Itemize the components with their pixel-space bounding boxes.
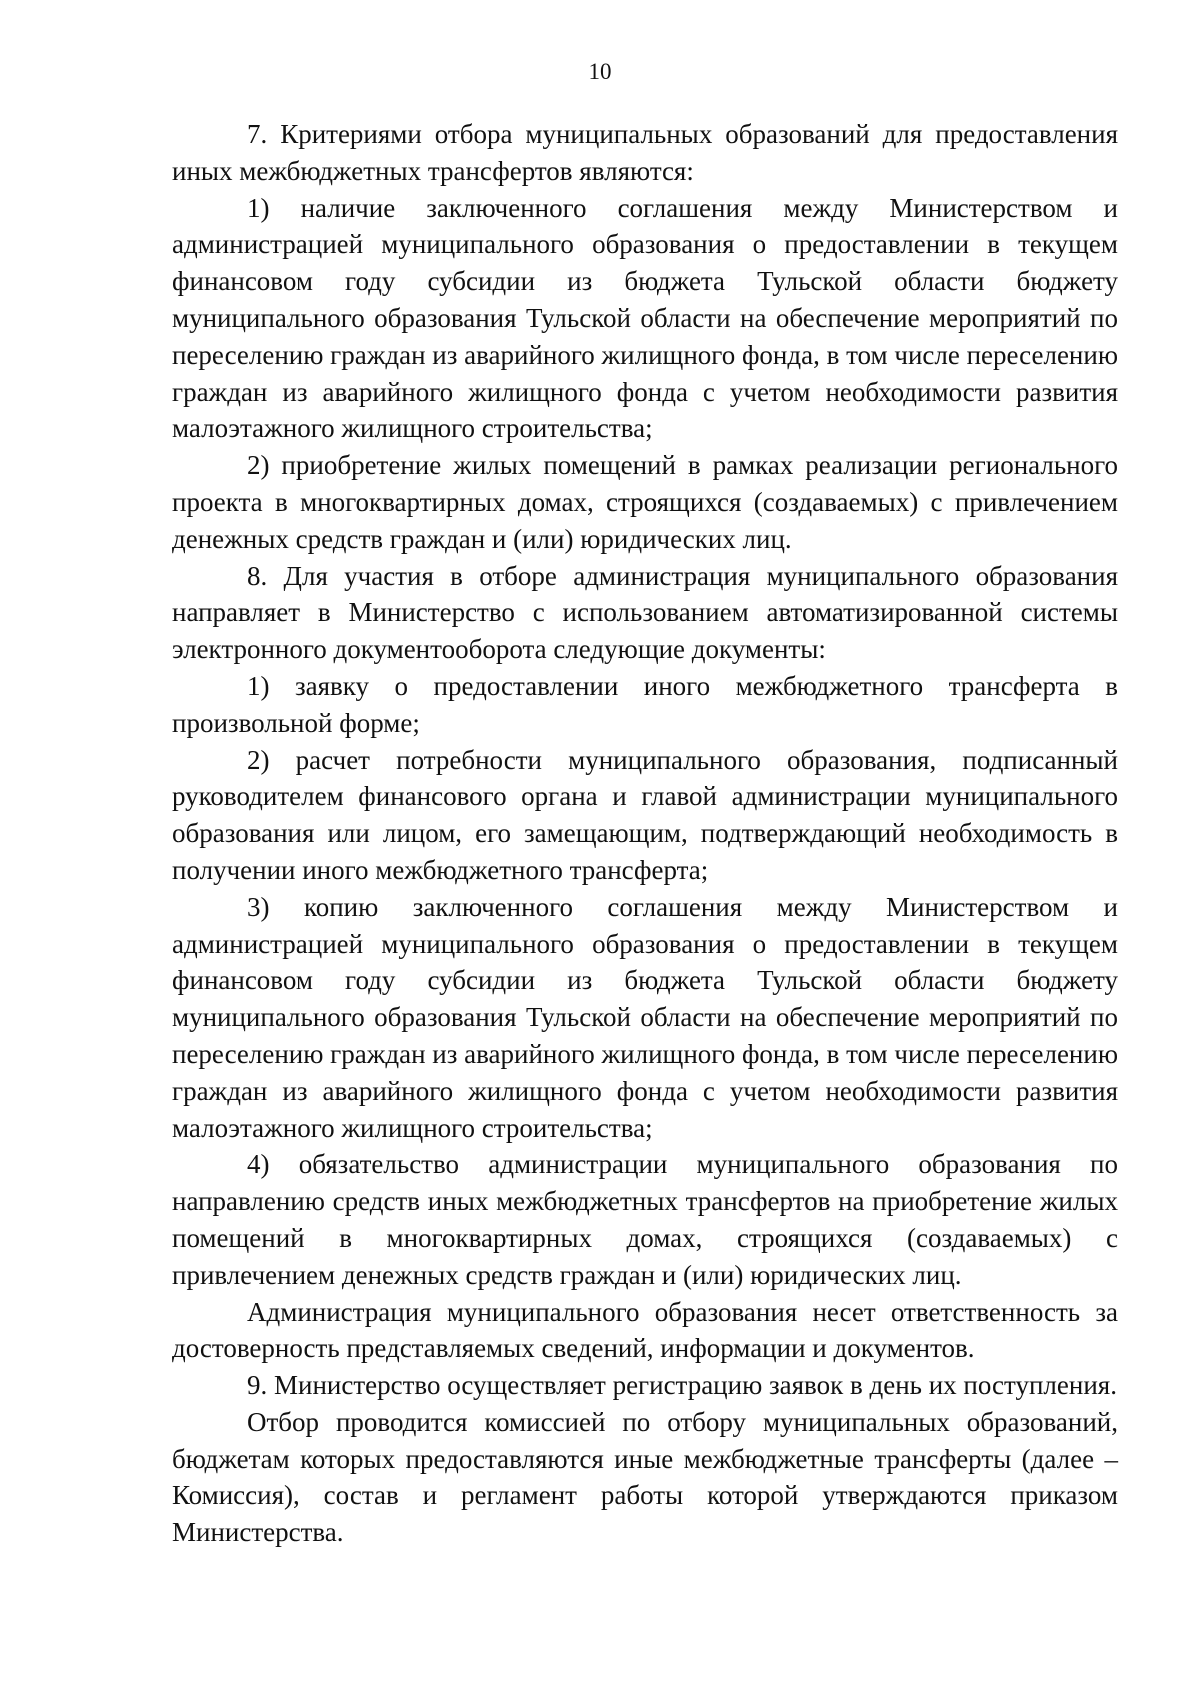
document-body bbox=[172, 116, 1118, 1551]
paragraph-8-item-1: 1) заявку о предоставлении иного межбюджетного трансферта в произвольной форме; bbox=[172, 670, 1118, 738]
paragraph-9-registration: 9. Министерство осуществляет регистрацию заявок в день их поступления. bbox=[247, 1370, 1117, 1401]
paragraph-8-documents: 8. Для участия в отборе администрация муниципального образования направляет в Министерство с использованием автоматизированной системы электронного документооборота следующие документы: bbox=[172, 560, 1118, 665]
paragraph-8-item-4: 4) обязательство администрации муниципального образования по направлению средств иных межбюджетных трансфертов на приобретение жилых помещений в многоквартирных домах, строящихся (создаваемых) с привлечением денежных средств граждан и (или) юридических лиц. bbox=[172, 1149, 1118, 1290]
paragraph-responsibility: Администрация муниципального образования несет ответственность за достоверность представляемых сведений, информации и документов. bbox=[172, 1296, 1118, 1364]
paragraph-8-item-2: 2) расчет потребности муниципального образования, подписанный руководителем финансового органа и главой администрации муниципального образования или лицом, его замещающим, подтверждающий необходимость в получении иного межбюджетного трансферта; bbox=[172, 744, 1118, 885]
paragraph-7-item-2: 2) приобретение жилых помещений в рамках реализации регионального проекта в многоквартирных домах, строящихся (создаваемых) с привлечением денежных средств граждан и (или) юридических лиц. bbox=[172, 450, 1118, 554]
paragraph-7-criteria: 7. Критериями отбора муниципальных образований для предоставления иных межбюджетных трансфертов являются: bbox=[172, 119, 1118, 186]
page-number: 10 bbox=[588, 59, 612, 84]
paragraph-8-item-3: 3) копию заключенного соглашения между Министерством и администрацией муниципального образования о предоставлении в текущем финансовом году субсидии из бюджета Тульской области бюджету муниципального образования Тульской области на обеспечение мероприятий по переселению граждан из аварийного жилищного фонда, в том числе переселению граждан из аварийного жилищного фонда с учетом необходимости развития малоэтажного жилищного строительства; bbox=[172, 891, 1119, 1143]
paragraph-7-item-1: 1) наличие заключенного соглашения между Министерством и администрацией муниципального образования о предоставлении в текущем финансовом году субсидии из бюджета Тульской области бюджету муниципального образования Тульской области на обеспечение мероприятий по переселению граждан из аварийного жилищного фонда, в том числе переселению граждан из аварийного жилищного фонда с учетом необходимости развития малоэтажного жилищного строительства; bbox=[172, 192, 1119, 444]
paragraph-commission: Отбор проводится комиссией по отбору муниципальных образований, бюджетам которых предоставляются иные межбюджетные трансферты (далее – Комиссия), состав и регламент работы которой утверждаются приказом Министерства. bbox=[172, 1406, 1118, 1548]
